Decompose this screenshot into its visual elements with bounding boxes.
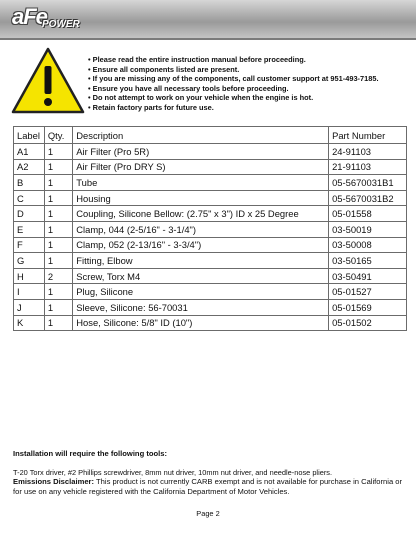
cell-qty: 1 <box>44 159 72 175</box>
table-row <box>14 237 407 253</box>
cell-description: Sleeve, Silicone: 56-70031 <box>73 299 329 315</box>
cell-description: Hose, Silicone: 5/8" ID (10") <box>73 315 329 331</box>
cell-part-number: 05-5670031B1 <box>329 175 407 191</box>
cell-label: B <box>14 175 45 191</box>
cell-description: Fitting, Elbow <box>73 253 329 269</box>
cell-part-number: 03-50165 <box>329 253 407 269</box>
table-row <box>14 144 407 160</box>
cell-label: A1 <box>14 144 45 160</box>
cell-qty: 1 <box>44 144 72 160</box>
cell-description: Clamp, 044 (2-5/16" - 3-1/4") <box>73 221 329 237</box>
table-row <box>14 221 407 237</box>
cell-qty: 1 <box>44 175 72 191</box>
cell-description: Coupling, Silicone Bellow: (2.75" x 3") ID x 25 Degree <box>73 206 329 222</box>
cell-qty: 1 <box>44 190 72 206</box>
table-row <box>14 299 407 315</box>
col-qty: Qty. <box>44 127 72 144</box>
note-item: • Retain factory parts for future use. <box>88 103 408 113</box>
cell-qty: 1 <box>44 299 72 315</box>
cell-description: Tube <box>73 175 329 191</box>
cell-label: H <box>14 268 45 284</box>
afe-power-logo <box>12 4 78 34</box>
cell-qty: 1 <box>44 206 72 222</box>
cell-label: G <box>14 253 45 269</box>
note-item: • Ensure you have all necessary tools before proceeding. <box>88 84 408 94</box>
col-part-number: Part Number <box>329 127 407 144</box>
cell-qty: 2 <box>44 268 72 284</box>
table-row <box>14 315 407 331</box>
logo-sub-text: POWER <box>42 19 80 30</box>
tools-list: T-20 Torx driver, #2 Phillips screwdriver, 8mm nut driver, 10mm nut driver, and needle-nose pliers. <box>13 468 333 477</box>
cell-part-number: 05-01527 <box>329 284 407 300</box>
cell-part-number: 05-01558 <box>329 206 407 222</box>
disclaimer-label: Emissions Disclaimer: <box>13 477 95 486</box>
warning-triangle-icon <box>10 46 86 116</box>
cell-label: D <box>14 206 45 222</box>
col-description: Description <box>73 127 329 144</box>
note-item: • Do not attempt to work on your vehicle when the engine is hot. <box>88 93 408 103</box>
cell-part-number: 03-50008 <box>329 237 407 253</box>
note-item: • Ensure all components listed are present. <box>88 65 408 75</box>
cell-description: Plug, Silicone <box>73 284 329 300</box>
cell-part-number: 05-01569 <box>329 299 407 315</box>
header-divider <box>0 38 416 40</box>
table-row <box>14 159 407 175</box>
disclaimer-text: This product is not currently CARB exempt and is not available for purchase in California or for use on any vehicle registered with the California Department of Motor Vehicles. <box>13 477 403 496</box>
cell-part-number: 05-5670031B2 <box>329 190 407 206</box>
col-label: Label <box>14 127 45 144</box>
cell-qty: 1 <box>44 253 72 269</box>
cell-description: Air Filter (Pro DRY S) <box>73 159 329 175</box>
note-item: • Please read the entire instruction manual before proceeding. <box>88 55 408 65</box>
logo-main-text: aFe <box>12 4 47 29</box>
cell-qty: 1 <box>44 221 72 237</box>
cell-qty: 1 <box>44 284 72 300</box>
parts-table-header <box>14 127 407 144</box>
table-row <box>14 206 407 222</box>
page-number: Page 2 <box>196 509 220 518</box>
cell-part-number: 21-91103 <box>329 159 407 175</box>
table-row <box>14 175 407 191</box>
emissions-disclaimer <box>13 477 405 497</box>
cell-description: Screw, Torx M4 <box>73 268 329 284</box>
cell-label: F <box>14 237 45 253</box>
cell-description: Air Filter (Pro 5R) <box>73 144 329 160</box>
parts-table <box>13 126 407 331</box>
cell-qty: 1 <box>44 237 72 253</box>
cell-part-number: 05-01502 <box>329 315 407 331</box>
pre-install-notes <box>88 55 408 113</box>
table-row <box>14 253 407 269</box>
table-row <box>14 284 407 300</box>
cell-part-number: 24-91103 <box>329 144 407 160</box>
cell-part-number: 03-50019 <box>329 221 407 237</box>
cell-label: A2 <box>14 159 45 175</box>
cell-description: Clamp, 052 (2-13/16" - 3-3/4") <box>73 237 329 253</box>
tools-heading: Installation will require the following tools: <box>13 449 167 458</box>
cell-label: K <box>14 315 45 331</box>
cell-label: E <box>14 221 45 237</box>
table-row <box>14 190 407 206</box>
cell-label: C <box>14 190 45 206</box>
note-item: • If you are missing any of the components, call customer support at 951-493-7185. <box>88 74 408 84</box>
cell-label: I <box>14 284 45 300</box>
cell-label: J <box>14 299 45 315</box>
table-row <box>14 268 407 284</box>
cell-part-number: 03-50491 <box>329 268 407 284</box>
cell-qty: 1 <box>44 315 72 331</box>
cell-description: Housing <box>73 190 329 206</box>
